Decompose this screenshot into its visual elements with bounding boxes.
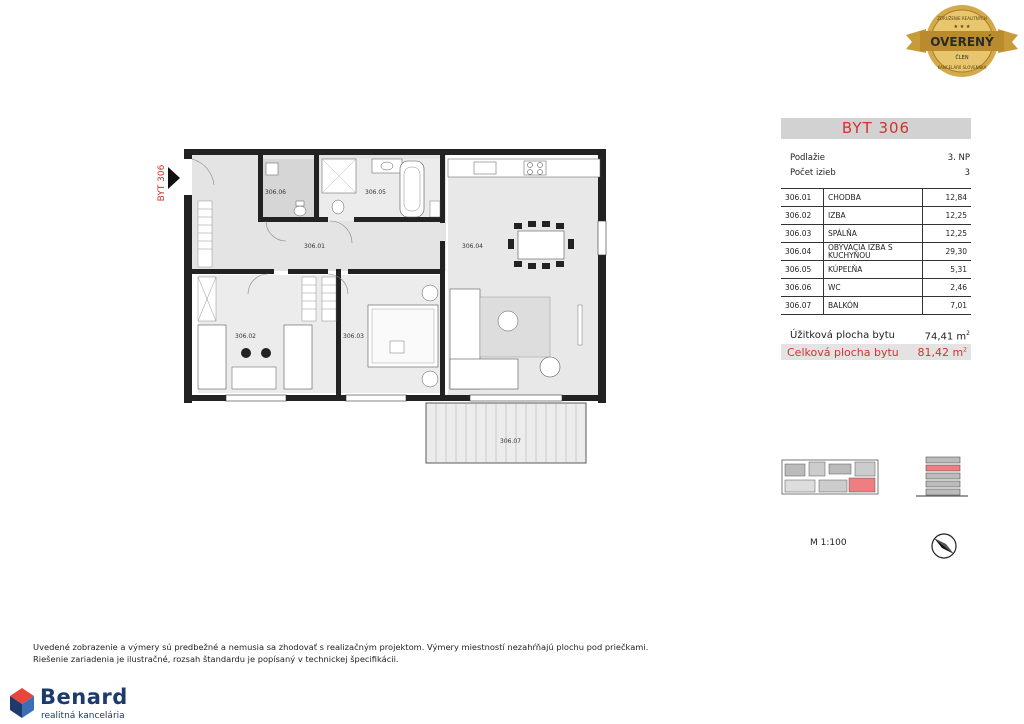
- room-code: 306.03: [781, 225, 824, 243]
- table-row: [781, 189, 971, 207]
- verified-member-badge: [900, 3, 1024, 83]
- badge-main-text: OVERENÝ: [930, 35, 994, 49]
- room-area: 29,30: [923, 243, 972, 261]
- logo-subtitle: realitná kancelária: [41, 711, 125, 721]
- room-name: BALKÓN: [824, 297, 923, 315]
- table-row: [781, 279, 971, 297]
- current-floor-highlight: [926, 465, 960, 471]
- usable-area-row: [790, 330, 970, 342]
- floor-label: Podlažie: [790, 153, 826, 163]
- table-row: [781, 261, 971, 279]
- benard-logo-icon: [8, 686, 36, 720]
- room-table: [781, 188, 971, 315]
- apartment-info: [790, 151, 970, 181]
- rooms-count-value: 3: [964, 168, 970, 178]
- table-row: [781, 297, 971, 315]
- disclaimer: [33, 641, 648, 665]
- room-code: 306.05: [781, 261, 824, 279]
- room-name: OBÝVACIA IZBA S KUCHYŇOU: [824, 243, 923, 261]
- apartment-location-highlight: [849, 478, 875, 492]
- badge-sub-text: ČLEN: [955, 55, 969, 61]
- room-label-306-06: 306.06: [265, 189, 286, 196]
- room-area: 7,01: [923, 297, 972, 315]
- room-name: CHODBA: [824, 189, 923, 207]
- room-area: 12,25: [923, 225, 972, 243]
- disclaimer-line: Uvedené zobrazenie a výmery sú predbežné a nemusia sa zhodovať s realizačným projektom. Výmery miestností nezahŕňajú plochu pod priečkami.: [33, 642, 649, 652]
- entrance-label: BYT 306: [157, 164, 167, 202]
- room-area: 2,46: [923, 279, 972, 297]
- table-row: [781, 225, 971, 243]
- room-label-306-02: 306.02: [235, 333, 256, 340]
- room-name: KÚPEĽŇA: [824, 261, 923, 279]
- room-area: 12,84: [923, 189, 972, 207]
- room-label-306-04: 306.04: [462, 243, 483, 250]
- scale-label: M 1:100: [810, 538, 847, 548]
- room-label-306-03: 306.03: [343, 333, 364, 340]
- total-area-label: Celková plocha bytu: [787, 345, 899, 359]
- room-name: SPÁLŇA: [824, 225, 923, 243]
- room-code: 306.02: [781, 207, 824, 225]
- table-row: [781, 207, 971, 225]
- rooms-count-row: [790, 166, 970, 181]
- disclaimer-line: Riešenie zariadenia je ilustračné, rozsah štandardu je popísaný v technickej špecifikácii.: [33, 654, 399, 664]
- entrance-arrow-icon: [168, 167, 180, 189]
- apartment-title: BYT 306: [781, 118, 971, 139]
- room-name: WC: [824, 279, 923, 297]
- total-area-row: [781, 344, 971, 360]
- badge-ring-bottom: KANCELÁRIÍ SLOVENSKA: [937, 65, 987, 70]
- logo-name: Benard: [40, 685, 128, 709]
- room-area: 12,25: [923, 207, 972, 225]
- usable-area-label: Úžitková plocha bytu: [790, 330, 895, 341]
- rooms-count-label: Počet izieb: [790, 168, 836, 178]
- floor-stack-diagram: [914, 455, 970, 499]
- usable-area-value: 74,41 $m^2$: [924, 330, 970, 343]
- room-code: 306.07: [781, 297, 824, 315]
- room-name: IZBA: [824, 207, 923, 225]
- room-code: 306.04: [781, 243, 824, 261]
- badge-ring-top: ZDRUŽENIE REALITNÝCH: [937, 16, 987, 21]
- floor-plan: [150, 145, 610, 465]
- room-label-306-01: 306.01: [304, 243, 325, 250]
- room-code: 306.06: [781, 279, 824, 297]
- room-label-306-05: 306.05: [365, 189, 386, 196]
- building-key-plan: [781, 458, 881, 498]
- table-row: [781, 243, 971, 261]
- north-arrow-icon: [930, 532, 958, 560]
- svg-text:★ ★ ★: ★ ★ ★: [953, 24, 971, 30]
- total-area-value: 81,42 $m^2$: [917, 345, 967, 359]
- room-code: 306.01: [781, 189, 824, 207]
- room-area: 5,31: [923, 261, 972, 279]
- room-label-306-07: 306.07: [500, 438, 521, 445]
- floor-row: [790, 151, 970, 166]
- floor-value: 3. NP: [947, 153, 970, 163]
